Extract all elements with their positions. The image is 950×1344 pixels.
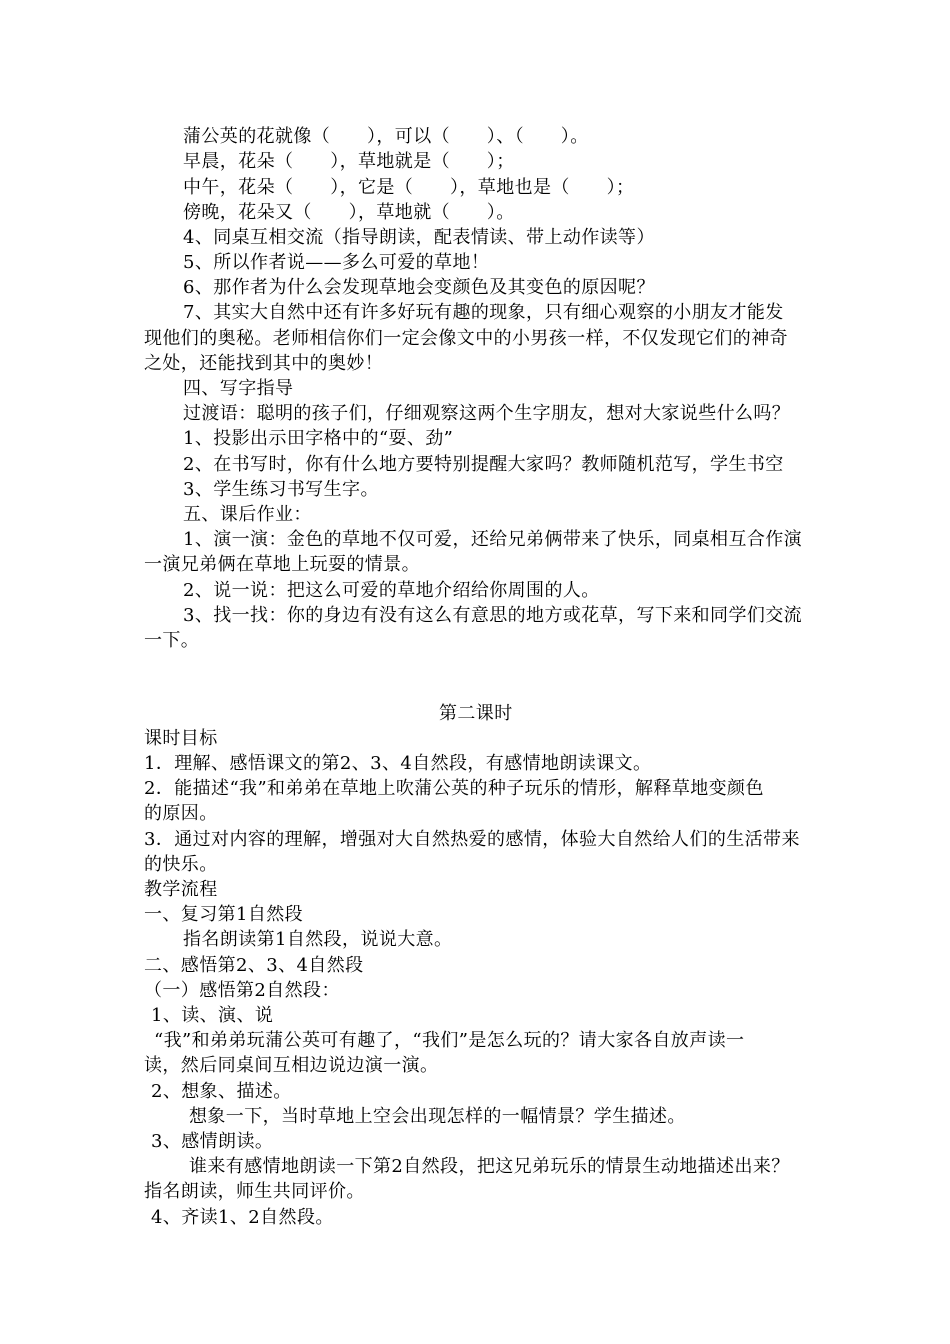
review-heading: 一、复习第1自然段 bbox=[144, 904, 304, 925]
objective-2-line-2: 的原因。 bbox=[144, 803, 218, 824]
sub-step-1: 1、读、演、说 bbox=[151, 1005, 274, 1026]
homework-2: 2、说一说：把这么可爱的草地介绍给你周围的人。 bbox=[183, 580, 600, 601]
homework-3-line-1: 3、找一找：你的身边有没有这么有意思的地方或花草，写下来和同学们交流 bbox=[183, 605, 803, 626]
objective-3-line-1: 3．通过对内容的理解，增强对大自然热爱的感情，体验大自然给人们的生活带来 bbox=[144, 829, 800, 850]
section-heading-5: 五、课后作业： bbox=[183, 504, 312, 525]
writing-step-1: 1、投影出示田字格中的“耍、劲” bbox=[183, 428, 454, 449]
objective-3-line-2: 的快乐。 bbox=[144, 854, 218, 875]
step-5: 5、所以作者说——多么可爱的草地！ bbox=[183, 252, 490, 273]
section-heading-4: 四、写字指导 bbox=[183, 378, 294, 399]
sub-step-2-text: 想象一下，当时草地上空会出现怎样的一幅情景？学生描述。 bbox=[189, 1106, 686, 1127]
objective-1: 1．理解、感悟课文的第2、3、4自然段，有感情地朗读课文。 bbox=[144, 753, 652, 774]
sub-step-4: 4、齐读1、2自然段。 bbox=[151, 1207, 334, 1228]
sub-step-1-text-line-1: “我”和弟弟玩蒲公英可有趣了，“我们”是怎么玩的？请大家各自放声读一 bbox=[154, 1030, 745, 1051]
step-6: 6、那作者为什么会发现草地会变颜色及其变色的原因呢？ bbox=[183, 277, 655, 298]
sub-step-2: 2、想象、描述。 bbox=[151, 1081, 292, 1102]
transition-text: 过渡语：聪明的孩子们，仔细观察这两个生字朋友，想对大家说些什么吗？ bbox=[183, 403, 791, 424]
objectives-heading: 课时目标 bbox=[144, 728, 218, 749]
fill-blank-line-1: 蒲公英的花就像（ ），可以（ ）、（ ）。 bbox=[183, 126, 589, 147]
step-7-line-2: 现他们的奥秘。老师相信你们一定会像文中的小男孩一样，不仅发现它们的神奇 bbox=[144, 328, 788, 349]
step-4: 4、同桌互相交流（指导朗读，配表情读、带上动作读等） bbox=[183, 227, 655, 248]
process-heading: 教学流程 bbox=[144, 879, 218, 900]
writing-step-2: 2、在书写时，你有什么地方要特别提醒大家吗？教师随机范写，学生书空 bbox=[183, 454, 784, 475]
fill-blank-line-3: 中午，花朵（ ），它是（ ），草地也是（ ）； bbox=[183, 177, 635, 198]
sub-step-3: 3、感情朗读。 bbox=[151, 1131, 274, 1152]
fill-blank-line-2: 早晨，花朵（ ），草地就是（ ）； bbox=[183, 151, 515, 172]
subsection-1-heading: （一）感悟第2自然段： bbox=[144, 980, 340, 1001]
writing-step-3: 3、学生练习书写生字。 bbox=[183, 479, 379, 500]
sub-step-3-text-line-1: 谁来有感情地朗读一下第2自然段，把这兄弟玩乐的情景生动地描述出来？ bbox=[189, 1156, 790, 1177]
lesson-title: 第二课时 bbox=[439, 703, 513, 724]
sub-step-1-text-line-2: 读，然后同桌间互相边说边演一演。 bbox=[144, 1055, 439, 1076]
homework-1-line-2: 一演兄弟俩在草地上玩耍的情景。 bbox=[144, 554, 420, 575]
step-7-line-3: 之处，还能找到其中的奥妙！ bbox=[144, 353, 384, 374]
homework-1-line-1: 1、演一演：金色的草地不仅可爱，还给兄弟俩带来了快乐，同桌相互合作演 bbox=[183, 529, 803, 550]
objective-2-line-1: 2．能描述“我”和弟弟在草地上吹蒲公英的种子玩乐的情形，解释草地变颜色 bbox=[144, 778, 764, 799]
review-text: 指名朗读第1自然段，说说大意。 bbox=[183, 929, 453, 950]
step-7-line-1: 7、其实大自然中还有许多好玩有趣的现象，只有细心观察的小朋友才能发 bbox=[183, 302, 784, 323]
comprehension-heading: 二、感悟第2、3、4自然段 bbox=[144, 955, 364, 976]
homework-3-line-2: 一下。 bbox=[144, 630, 200, 651]
fill-blank-line-4: 傍晚，花朵又（ ），草地就（ ）。 bbox=[183, 202, 515, 223]
sub-step-3-text-line-2: 指名朗读，师生共同评价。 bbox=[144, 1181, 365, 1202]
